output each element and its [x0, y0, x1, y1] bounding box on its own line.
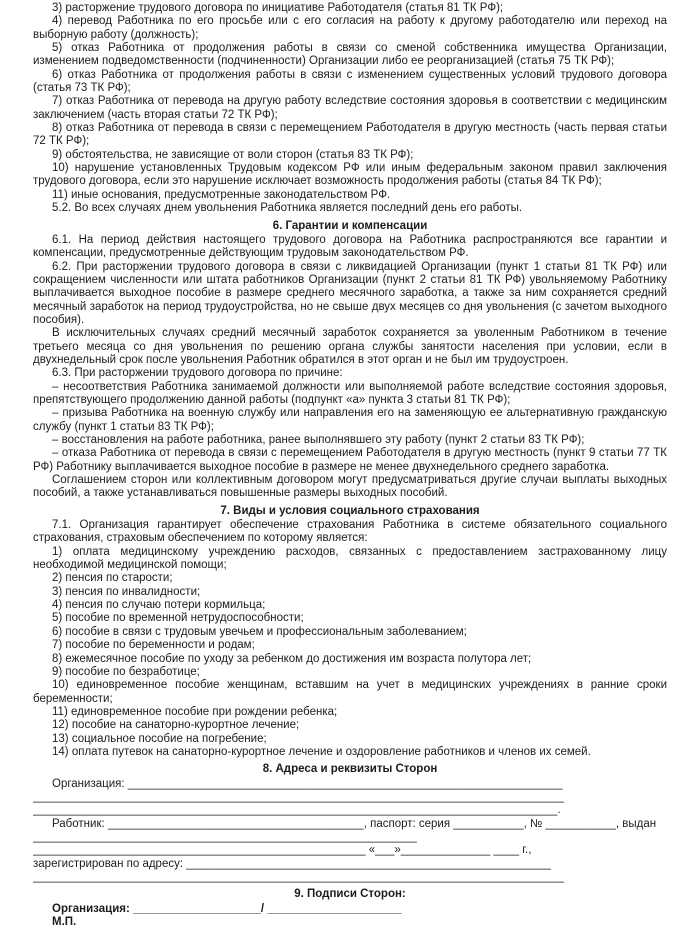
- organization-fill-line: Организация: ____________________________________________________________________: [52, 777, 563, 790]
- section-heading-9: 9. Подписи Сторон:: [294, 888, 406, 901]
- clause-6-2-exception: В исключительных случаях средний месячный заработок сохраняется за уволенным Работником в течение третьего месяца со дня увольнения по решению органа службы занятости населения при условии, если в двухнедельный срок после увольнения Работник обратился в этот орган и не был им трудоустроен.: [33, 327, 667, 366]
- insurance-item-7: 7) пособие по беременности и родам;: [52, 639, 255, 652]
- clause-6-3-dash-4: – отказа Работника от перевода в связи с перемещением Работодателя в другую местность (пункт 9 статьи 77 ТК РФ) Работнику выплачивается выходное пособие в размере не менее двухнедельного среднего заработка.: [33, 447, 667, 473]
- clause-7-1: 7.1. Организация гарантирует обеспечение страхования Работника в системе обязательного социального страхования, страховым обеспечением по которому является:: [33, 519, 667, 545]
- clause-termination-item-8: 8) отказ Работника от перевода в связи с перемещением Работодателя в другую местность (часть первая статьи 72 ТК РФ);: [33, 122, 667, 148]
- clause-termination-item-7: 7) отказ Работника от перевода на другую работу вследствие состояния здоровья в соответствии с медицинским заключением (часть вторая статьи 72 ТК РФ);: [33, 95, 667, 121]
- insurance-item-3: 3) пенсия по инвалидности;: [52, 585, 201, 598]
- clause-termination-item-3: 3) расторжение трудового договора по инициативе Работодателя (статья 81 ТК РФ);: [52, 2, 504, 14]
- clause-6-3-dash-3: – восстановления на работе работника, ранее выполнявшего эту работу (пункт 2 статьи 83 ТК РФ);: [52, 434, 585, 446]
- clause-6-1: 6.1. На период действия настоящего трудового договора на Работника распространяются все гарантии и компенсации, предусмотренные действующим трудовым законодательством РФ.: [33, 233, 667, 260]
- insurance-item-6: 6) пособие в связи с трудовым увечьем и профессиональным заболеванием;: [52, 625, 467, 638]
- insurance-item-12: 12) пособие на санаторно-курортное лечение;: [52, 719, 300, 732]
- section-heading-6: 6. Гарантии и компенсации: [272, 219, 428, 232]
- insurance-item-13: 13) социальное пособие на погребение;: [52, 732, 267, 745]
- worker-passport-fill-line: Работник: ________________________________________, паспорт: серия ___________, № ___________, выдан: [52, 817, 657, 830]
- clause-termination-item-11: 11) иные основания, предусмотренные законодательством РФ.: [52, 188, 391, 201]
- clause-termination-item-6: 6) отказ Работника от продолжения работы в связи с изменением существенных условий трудового договора (статья 73 ТК РФ);: [33, 68, 667, 95]
- stamp-place-label: М.П.: [52, 916, 77, 929]
- insurance-item-1: 1) оплата медицинскому учреждению расходов, связанных с предоставлением застрахованному лицу необходимой медицинской помощи;: [33, 545, 667, 572]
- section-heading-7: 7. Виды и условия социального страхования: [220, 504, 480, 517]
- clause-6-3-final: Соглашением сторон или коллективным договором могут предусматриваться другие случаи выплаты выходных пособий, а также устанавливаться повышенные размеры выходных пособий.: [33, 474, 667, 500]
- insurance-item-4: 4) пенсия по случаю потери кормильца;: [52, 599, 266, 612]
- insurance-item-2: 2) пенсия по старости;: [52, 572, 173, 585]
- organization-blank-line-2: __________________________________________________________________________________.: [33, 804, 561, 817]
- clause-6-2: 6.2. При расторжении трудового договора в связи с ликвидацией Организации (пункт 1 статьи 81 ТК РФ) или сокращением численности или штата работников Организации (пункт 2 статьи 81 ТК РФ) увольняемому Работнику выплачивается выходное пособие в размере среднего месячного заработка, а также за ним сохраняется средний месячный заработок на период трудоустройства, но не свыше двух месяцев со дня увольнения (с зачетом выходного пособия).: [33, 260, 667, 326]
- insurance-item-8: 8) ежемесячное пособие по уходу за ребенком до достижения им возраста полутора лет;: [52, 652, 532, 665]
- clause-termination-item-9: 9) обстоятельства, не зависящие от воли сторон (статья 83 ТК РФ);: [52, 148, 414, 161]
- organization-blank-line-1: ___________________________________________________________________________________: [33, 790, 564, 803]
- clause-6-3-dash-1: – несоответствия Работника занимаемой должности или выполняемой работе вследствие состояния здоровья, препятствующего продолжению данной работы (подпункт «а» пункта 3 статьи 81 ТК РФ);: [33, 380, 667, 406]
- insurance-item-9: 9) пособие по безработице;: [52, 665, 200, 678]
- insurance-item-5: 5) пособие по временной нетрудоспособности;: [52, 612, 304, 625]
- worker-blank-line: ____________________________________________________________: [33, 830, 417, 843]
- insurance-item-11: 11) единовременное пособие при рождении ребенка;: [52, 705, 338, 718]
- address-blank-line: ___________________________________________________________________________________: [33, 871, 564, 883]
- organization-signature-line: Организация: ____________________/ _____________________: [52, 902, 402, 915]
- insurance-item-14: 14) оплата путевок на санаторно-курортное лечение и оздоровление работников и членов их семей.: [52, 745, 591, 758]
- clause-termination-item-10: 10) нарушение установленных Трудовым кодексом РФ или иным федеральным законом правил заключения трудового договора, если это нарушение исключает возможность продолжения работы (статья 84 ТК РФ);: [33, 162, 667, 188]
- clause-6-3-dash-2: – призыва Работника на военную службу или направления его на заменяющую ее альтернативную гражданскую службу (пункт 1 статьи 83 ТК РФ);: [33, 407, 667, 433]
- section-heading-8: 8. Адреса и реквизиты Сторон: [262, 763, 438, 776]
- clause-termination-item-4: 4) перевод Работника по его просьбе или с его согласия на работу к другому работодателю или переход на выборную работу (должность);: [33, 15, 667, 41]
- insurance-item-10: 10) единовременное пособие женщинам, вставшим на учет в медицинских учреждениях в ранние сроки беременности;: [33, 679, 667, 705]
- passport-issue-date-fill-line: ____________________________________________________ «___»______________ ____ г.,: [33, 844, 532, 857]
- clause-5-2: 5.2. Во всех случаях днем увольнения Работника является последний день его работы.: [52, 202, 523, 215]
- clause-6-3: 6.3. При расторжении трудового договора по причине:: [52, 367, 343, 380]
- registered-address-fill-line: зарегистрирован по адресу: _________________________________________________________: [33, 857, 551, 870]
- clause-termination-item-5: 5) отказ Работника от продолжения работы в связи со сменой собственника имущества Организации, изменением подведомственности (подчиненности) Организации либо ее реорганизацией (статья 75 ТК РФ);: [33, 42, 667, 68]
